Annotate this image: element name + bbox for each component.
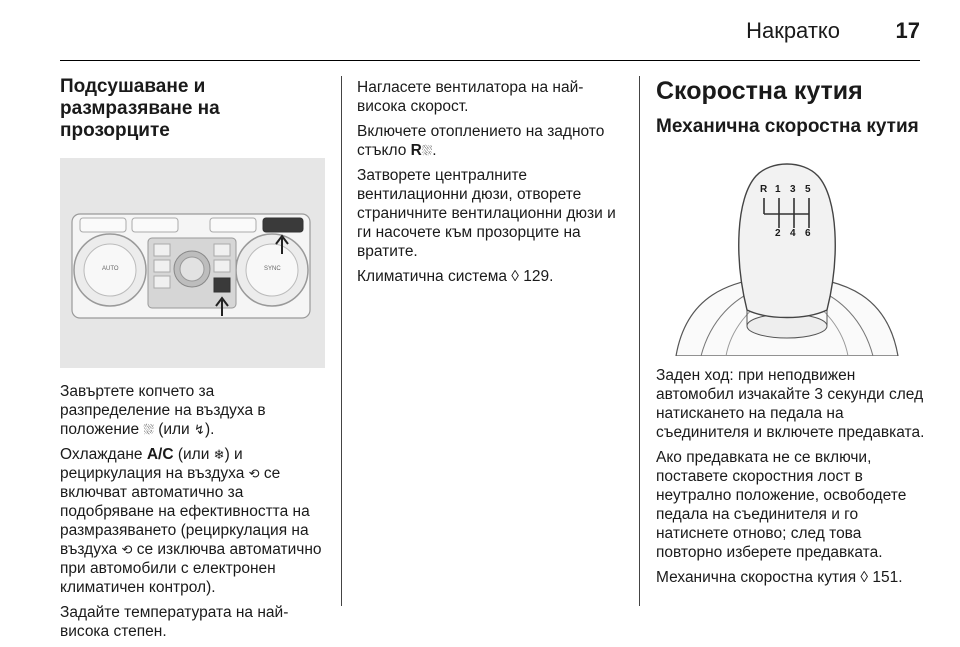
column-fan (357, 78, 622, 292)
column-defrost (60, 76, 325, 647)
rear-window-heat-icon: ⛆ (421, 143, 433, 158)
gear-label-4: 4 (790, 228, 796, 239)
paragraph-reverse: Заден ход: при неподвижен автомобил изчакайте 3 секунди след натискането на педала на съединителя и включете предавката. (656, 367, 925, 441)
recirculation-icon: ⟲ (248, 466, 260, 481)
header-title: Накратко (746, 18, 840, 43)
climate-panel-illustration (60, 158, 325, 368)
column-divider (341, 76, 342, 606)
windshield-defrost-icon: ⛆ (143, 422, 154, 437)
airflow-windshield-icon: ↯ (194, 422, 205, 437)
header-rule (60, 60, 920, 61)
gear-label-r: R (760, 184, 768, 195)
section-heading-transmission: Скоростна кутия (656, 77, 863, 105)
gear-label-6: 6 (805, 228, 811, 239)
paragraph-manual-ref: Механична скоростна кутия ◊ 151. (656, 569, 903, 586)
section-heading-defrost: Подсушаване и размразяване на прозорците (60, 76, 220, 141)
page-reference-icon: ◊ (511, 268, 524, 285)
gear-label-1: 1 (775, 184, 781, 195)
page-number: 17 (895, 18, 920, 43)
paragraph-gear-not-engaged: Ако предавката не се включи, поставете скоростния лост в неутрално положение, освободете педала на съединителя и го натиснете отново; след това повторно изберете предавката. (656, 449, 907, 561)
paragraph-climate-ref: Климатична система ◊ 129. (357, 268, 554, 285)
paragraph-airflow: Завъртете копчето за разпределение на въздуха в положение ⛆ (или ↯). (60, 383, 266, 438)
paragraph-vents: Затворете централните вентилационни дюзи, отворете страничните вентилационни дюзи и ги насочете към прозорците на вратите. (357, 167, 616, 260)
gear-label-5: 5 (805, 184, 811, 195)
paragraph-fan: Нагласете вентилатора на най-висока скорост. (357, 79, 584, 115)
climate-panel-figure (60, 158, 325, 368)
page-reference-link[interactable]: 129. (523, 268, 554, 285)
snowflake-icon: ❄ (213, 447, 225, 462)
page-reference-icon: ◊ (860, 569, 873, 586)
gear-label-3: 3 (790, 184, 796, 195)
column-transmission (656, 76, 926, 593)
gear-label-2: 2 (775, 228, 781, 239)
sync-label: SYNC (264, 266, 281, 272)
subheading-manual: Механична скоростна кутия (656, 116, 919, 137)
page-reference-link[interactable]: 151. (872, 569, 903, 586)
column-divider (639, 76, 640, 606)
recirculation-icon: ⟲ (121, 542, 133, 557)
paragraph-temperature: Задайте температурата на най-висока степен. (60, 604, 289, 640)
auto-label: AUTO (102, 266, 119, 272)
paragraph-rear-window: Включете отоплението на задното стъкло R⛆. (357, 123, 605, 159)
gear-knob-illustration (656, 148, 918, 356)
paragraph-cooling: Охлаждане A/C (или ❄) и рециркулация на въздуха ⟲ се включват автоматично за подобряване на ефективността на размразяването (рециркулация на въздуха ⟲ се изключва автоматично при автомобили с електронен климатичен контрол). (60, 446, 322, 596)
gear-knob-figure (656, 148, 918, 356)
page-header (0, 0, 960, 62)
